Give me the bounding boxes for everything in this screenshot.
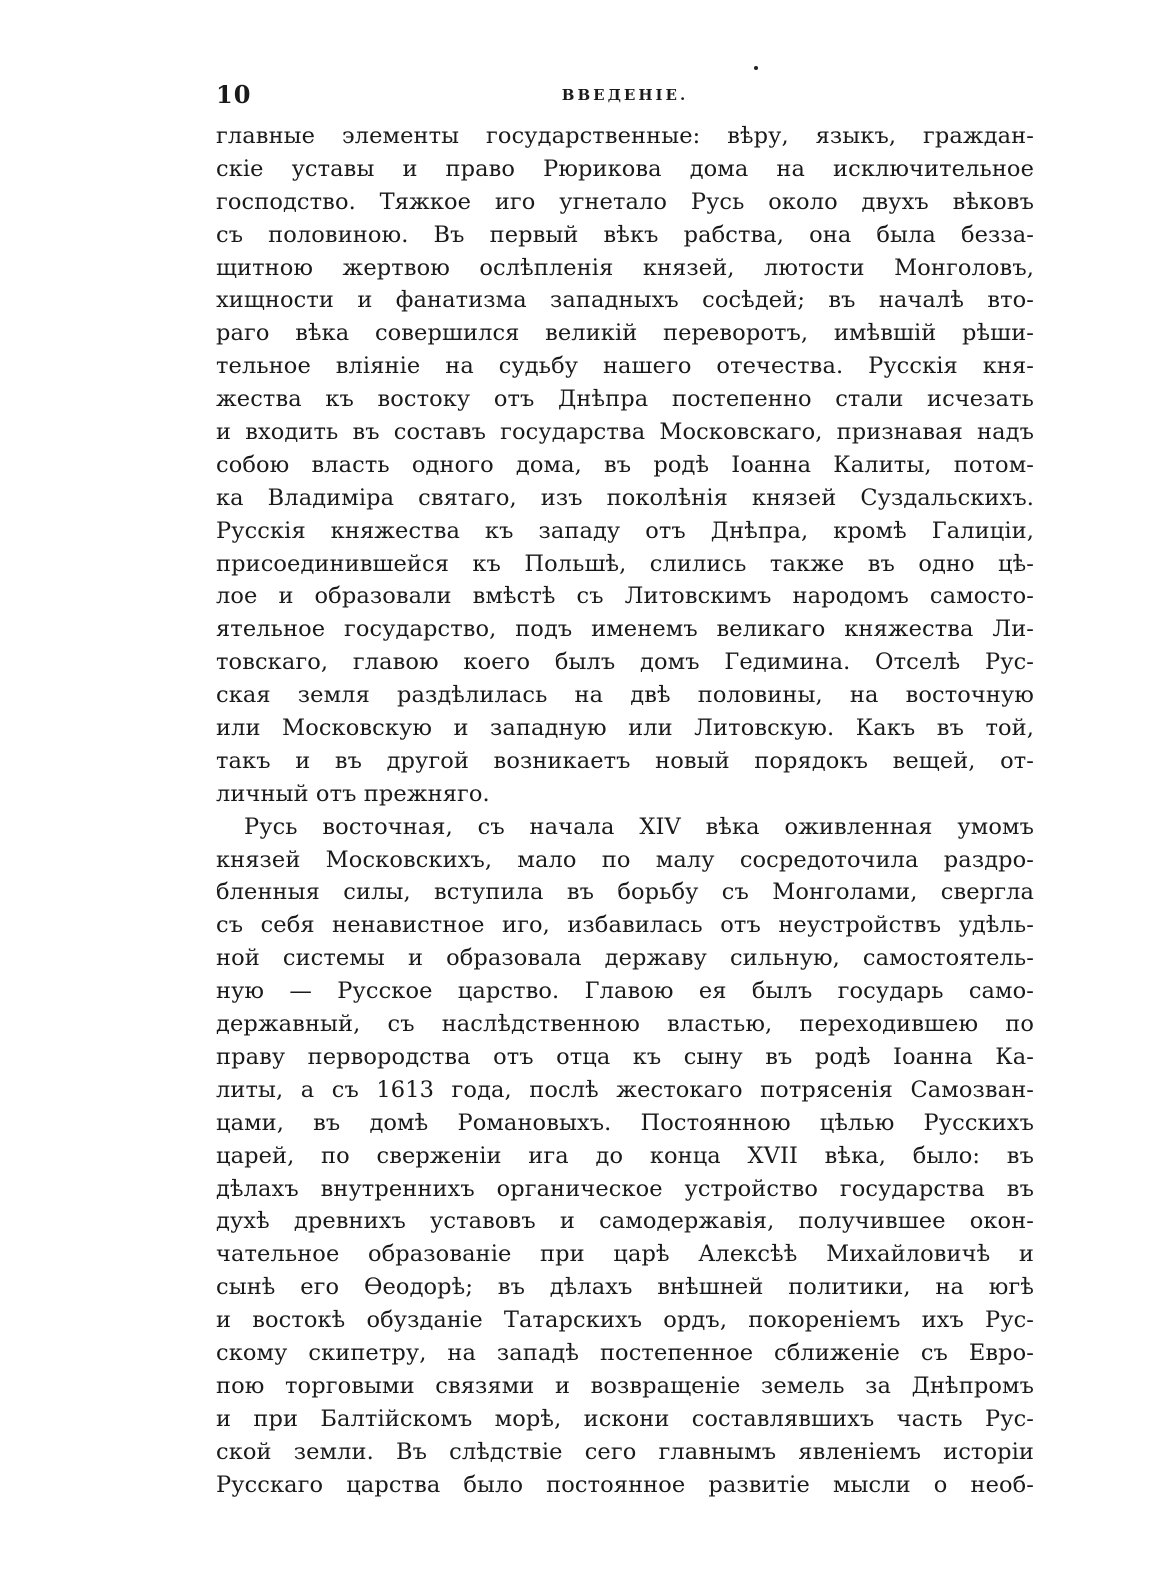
text-line: дѣлахъ внутреннихъ органическое устройство государства въ <box>216 1175 1034 1202</box>
text-line: ской земли. Въ слѣдствіе сего главнымъ явленіемъ исторіи <box>216 1438 1034 1465</box>
text-line: съ себя ненавистное иго, избавилась отъ неустройствъ удѣль- <box>216 912 1034 939</box>
text-line: ную — Русское царство. Главою ея былъ государь само- <box>216 978 1034 1005</box>
text-line: князей Московскихъ, мало по малу сосредоточила раздро- <box>216 846 1034 873</box>
text-line: раго вѣка совершился великій переворотъ, имѣвшій рѣши- <box>216 320 1034 347</box>
text-line: скому скипетру, на западѣ постепенное сближеніе съ Евро- <box>216 1339 1034 1366</box>
text-line: Русскаго царства было постоянное развитіе мысли о необ- <box>216 1471 1034 1498</box>
text-line: личный отъ прежняго. <box>216 780 490 807</box>
text-line: тельное вліяніе на судьбу нашего отечества. Русскія кня- <box>216 353 1034 380</box>
text-line: духѣ древнихъ уставовъ и самодержавія, получившее окон- <box>216 1208 1034 1235</box>
text-line: щитною жертвою ослѣпленія князей, лютости Монголовъ, <box>216 254 1034 281</box>
text-line: бленныя силы, вступила въ борьбу съ Монголами, свергла <box>216 879 1034 906</box>
text-line: такъ и въ другой возникаетъ новый порядокъ вещей, от- <box>216 747 1034 774</box>
text-line: и при Балтійскомъ морѣ, искони составлявшихъ часть Рус- <box>216 1405 1034 1432</box>
paragraph-2 <box>216 811 1034 1502</box>
text-line: товскаго, главою коего былъ домъ Гедимина. Отселѣ Рус- <box>216 649 1034 676</box>
body-text <box>216 120 1034 1501</box>
text-line: присоединившейся къ Польшѣ, слились также въ одно цѣ- <box>216 550 1034 577</box>
running-head: ВВЕДЕНІЕ. <box>561 86 689 104</box>
print-speck <box>754 66 758 70</box>
text-line: ка Владиміра святаго, изъ поколѣнія князей Суздальскихъ. <box>216 484 1034 511</box>
text-line: собою власть одного дома, въ родѣ Іоанна Калиты, потом- <box>216 451 1034 478</box>
text-line: Русь восточная, съ начала XIV вѣка оживленная умомъ <box>244 813 1034 840</box>
paragraph-1 <box>216 120 1034 811</box>
text-line: ская земля раздѣлилась на двѣ половины, на восточную <box>216 682 1034 709</box>
text-line: цами, въ домѣ Романовыхъ. Постоянною цѣлью Русскихъ <box>216 1109 1034 1136</box>
text-line: ятельное государство, подъ именемъ великаго княжества Ли- <box>216 616 1034 643</box>
text-line: господство. Тяжкое иго угнетало Русь около двухъ вѣковъ <box>216 188 1034 215</box>
text-line: и востокѣ обузданіе Татарскихъ ордъ, покореніемъ ихъ Рус- <box>216 1307 1034 1334</box>
text-line: ной системы и образовала державу сильную, самостоятель- <box>216 945 1034 972</box>
text-line: и входить въ составъ государства Московскаго, признавая надъ <box>216 419 1034 446</box>
book-page <box>216 80 1034 1501</box>
text-line: главные элементы государственные: вѣру, языкъ, граждан- <box>216 123 1034 149</box>
text-line: хищности и фанатизма западныхъ сосѣдей; въ началѣ вто- <box>216 287 1034 314</box>
text-line: пою торговыми связями и возвращеніе земель за Днѣпромъ <box>216 1372 1034 1399</box>
text-line: Русскія княжества къ западу отъ Днѣпра, кромѣ Галиціи, <box>216 517 1034 544</box>
text-line: сынѣ его Ѳеодорѣ; въ дѣлахъ внѣшней политики, на югѣ <box>216 1274 1034 1301</box>
text-line: чательное образованіе при царѣ Алексѣѣ Михайловичѣ и <box>216 1241 1034 1268</box>
text-line: праву первородства отъ отца къ сыну въ родѣ Іоанна Ка- <box>216 1043 1034 1070</box>
text-line: жества къ востоку отъ Днѣпра постепенно стали исчезать <box>216 386 1034 413</box>
text-line: съ половиною. Въ первый вѣкъ рабства, она была безза- <box>216 221 1034 248</box>
text-line: державный, съ наслѣдственною властью, переходившею по <box>216 1011 1034 1038</box>
text-line: скіе уставы и право Рюрикова дома на исключительное <box>216 155 1034 182</box>
text-line: царей, по сверженіи ига до конца XVII вѣка, было: въ <box>216 1142 1034 1169</box>
text-line: или Московскую и западную или Литовскую. Какъ въ той, <box>216 715 1034 742</box>
text-line: лое и образовали вмѣстѣ съ Литовскимъ народомъ самосто- <box>216 583 1034 610</box>
page-number: 10 <box>216 80 252 109</box>
page-header <box>216 80 1034 120</box>
text-line: литы, а съ 1613 года, послѣ жестокаго потрясенія Самозван- <box>216 1076 1034 1103</box>
